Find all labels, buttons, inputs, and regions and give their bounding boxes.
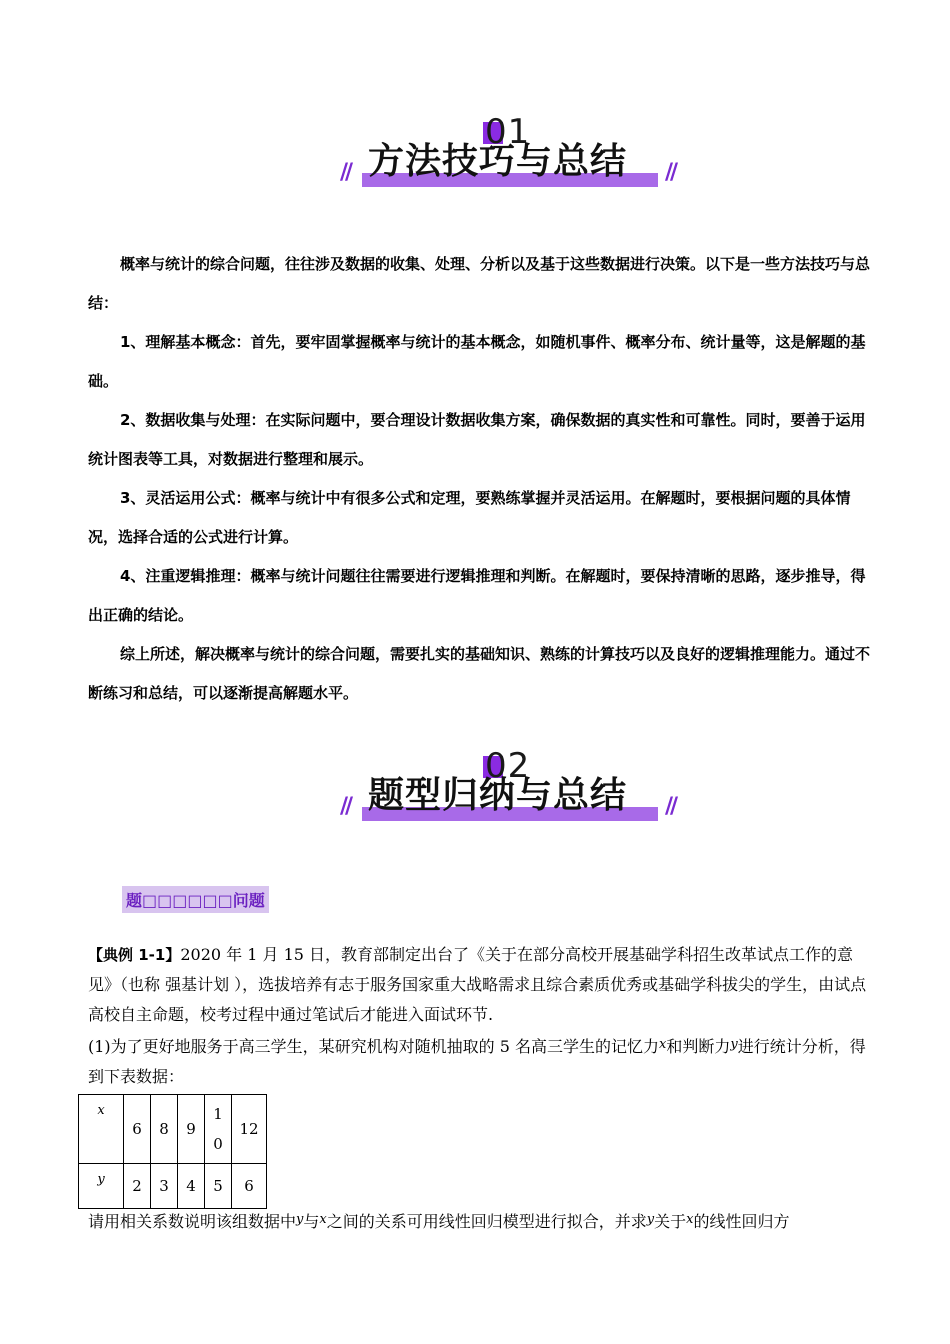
section-title: 题型归纳与总结 bbox=[368, 775, 628, 816]
table-cell: 1 0 bbox=[205, 1095, 232, 1164]
table-cell: 6 bbox=[232, 1164, 267, 1209]
table-cell: 12 bbox=[232, 1095, 267, 1164]
tip-paragraph: 3、灵活运用公式：概率与统计中有很多公式和定理，要熟练掌握并灵活运用。在解题时，要根据问题的具体情况，选择合适的公式进行计算。 bbox=[88, 489, 851, 546]
table-cell: 9 bbox=[178, 1095, 205, 1164]
table-cell: 4 bbox=[178, 1164, 205, 1209]
conclusion-paragraph: 综上所述，解决概率与统计的综合问题，需要扎实的基础知识、熟练的计算技巧以及良好的逻辑推理能力。通过不断练习和总结，可以逐渐提高解题水平。 bbox=[88, 645, 871, 702]
table-cell: 2 bbox=[124, 1164, 151, 1209]
table-cell: 3 bbox=[151, 1164, 178, 1209]
variable-y: y bbox=[296, 1212, 304, 1227]
tip-paragraph: 1、理解基本概念：首先，要牢固掌握概率与统计的基本概念，如随机事件、概率分布、统计量等，这是解题的基础。 bbox=[88, 333, 866, 390]
table-header-cell: y bbox=[79, 1164, 124, 1209]
example-continuation: 请用相关系数说明该组数据中$^y$与$^x$之间的关系可用线性回归模型进行拟合，并求$^y$关于$^x$的线性回归方 bbox=[88, 1212, 790, 1231]
variable-x: x bbox=[659, 1037, 667, 1052]
section-header-1 bbox=[340, 112, 690, 198]
slash-decoration-left: // bbox=[340, 794, 351, 819]
section-title: 方法技巧与总结 bbox=[368, 141, 628, 182]
variable-x: x bbox=[686, 1212, 694, 1227]
tip-paragraph: 2、数据收集与处理：在实际问题中，要合理设计数据收集方案，确保数据的真实性和可靠性。同时，要善于运用统计图表等工具，对数据进行整理和展示。 bbox=[88, 411, 866, 468]
variable-y: y bbox=[646, 1212, 655, 1227]
intro-paragraph: 概率与统计的综合问题，往往涉及数据的收集、处理、分析以及基于这些数据进行决策。以下是一些方法技巧与总结： bbox=[88, 255, 871, 312]
slash-decoration-right: // bbox=[665, 794, 676, 819]
example-intro: 【典例 1-1】2020 年 1 月 15 日，教育部制定出台了《关于在部分高校开展基础学科招生改革试点工作的意见》（也称 强基计划 ），选拔培养有志于服务国家重大战略需求且综合素质优秀或基础学科拔尖的学生，由试点高校自主命题，校考过程中通过笔试后才能进入面试环节. bbox=[88, 945, 867, 1024]
variable-x: x bbox=[319, 1212, 327, 1227]
section-header-2 bbox=[340, 746, 690, 832]
example-question-1: (1)为了更好地服务于高三学生，某研究机构对随机抽取的 5 名高三学生的记忆力$^x$和判断力$^y$进行统计分析，得到下表数据： bbox=[88, 1037, 866, 1086]
slash-decoration-right: // bbox=[665, 160, 676, 185]
section-number: 01 bbox=[485, 112, 531, 152]
table-row-x bbox=[79, 1095, 267, 1164]
example-tag: 【典例 1-1】 bbox=[88, 946, 181, 964]
slash-decoration-left: // bbox=[340, 160, 351, 185]
table-cell: 6 bbox=[124, 1095, 151, 1164]
table-cell: 5 bbox=[205, 1164, 232, 1209]
table-cell: 8 bbox=[151, 1095, 178, 1164]
table-row-y bbox=[79, 1164, 267, 1209]
section-number: 02 bbox=[485, 746, 531, 786]
data-table bbox=[78, 1094, 267, 1209]
tip-paragraph: 4、注重逻辑推理：概率与统计问题往往需要进行逻辑推理和判断。在解题时，要保持清晰的思路，逐步推导，得出正确的结论。 bbox=[88, 567, 866, 624]
category-tag: 题□□□□□□问题 bbox=[122, 886, 269, 913]
variable-y: y bbox=[730, 1037, 738, 1052]
table-header-cell: x bbox=[79, 1095, 124, 1164]
